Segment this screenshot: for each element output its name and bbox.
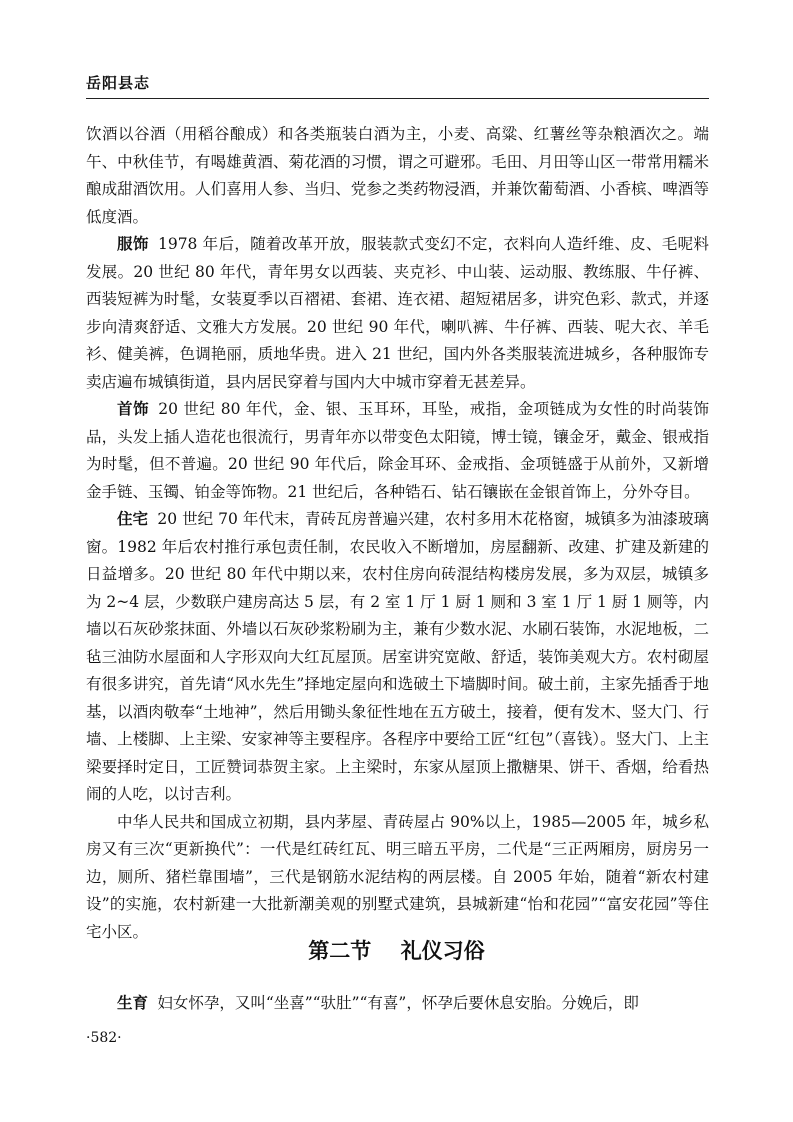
- paragraph-jewelry-text: 20 世纪 80 年代，金、银、玉耳环，耳坠，戒指，金项链成为女性的时尚装饰品，头发上插人造花也很流行，男青年亦以带变色太阳镜，博士镜，镶金牙，戴金、银戒指为时髦，但不普遍。20 世纪 90 年代后，除金耳环、金戒指、金项链盛于从前外，又新增金手链、玉镯、铂金等饰物。21 世纪后，各种锆石、钻石镶嵌在金银首饰上，分外夺目。: [86, 400, 709, 501]
- body-text: [86, 121, 709, 946]
- paragraph-alcohol: 饮酒以谷酒（用稻谷酿成）和各类瓶装白酒为主，小麦、高粱、红薯丝等杂粮酒次之。端午、中秋佳节，有喝雄黄酒、菊花酒的习惯，谓之可避邪。毛田、月田等山区一带常用糯米酿成甜酒饮用。人们喜用人参、当归、党参之类药物浸酒，并兼饮葡萄酒、小香槟、啤酒等低度酒。: [86, 125, 709, 226]
- paragraph-jewelry: [86, 396, 709, 506]
- paragraph-housing-history: 中华人民共和国成立初期，县内茅屋、青砖屋占 90%以上，1985—2005 年，城乡私房又有三次“更新换代”：一代是红砖红瓦、明三暗五平房，二代是“三正两厢房，厨房另一边，厕所、猪栏靠围墙”，三代是钢筋水泥结构的两层楼。自 2005 年始，随着“新农村建设”的实施，农村新建一大批新潮美观的别墅式建筑，县城新建“怡和花园”“富安花园”等住宅小区。: [86, 812, 709, 941]
- paragraph-housing-text: 20 世纪 70 年代末，青砖瓦房普遍兴建，农村多用木花格窗，城镇多为油漆玻璃窗。1982 年后农村推行承包责任制，农民收入不断增加，房屋翻新、改建、扩建及新建的日益增多。20 世纪 80 年代中期以来，农村住房向砖混结构楼房发展，多为双层，城镇多为 2~4 层，少数联户建房高达 5 层，有 2 室 1 厅 1 厨 1 厕和 3 室 1 厅 1 厨 1 厕等，内墙以石灰砂浆抹面、外墙以石灰砂浆粉刷为主，兼有少数水泥、水刷石装饰，水泥地板，二毡三油防水屋面和人字形双向大红瓦屋顶。居室讲究宽敞、舒适，装饰美观大方。农村砌屋有很多讲究，首先请“风水先生”择地定屋向和选破土下墙脚时间。破土前，主家先插香于地基，以酒肉敬奉“土地神”，然后用锄头象征性地在五方破土，接着，便有发木、竖大门、行墙、上楼脚、上主梁、安家神等主要程序。各程序中要给工匠“红包”（喜钱）。竖大门、上主梁要择时定日，工匠赞词恭贺主家。上主梁时，东家从屋顶上撒糖果、饼干、香烟，给看热闹的人吃，以讨吉利。: [86, 510, 710, 803]
- header-rule: [86, 98, 709, 99]
- section-title: [0, 935, 793, 965]
- page-number: ·582·: [86, 1030, 122, 1046]
- paragraph-housing: [86, 506, 709, 809]
- lead-jewelry: 首饰: [117, 400, 149, 418]
- lead-housing: 住宅: [117, 510, 149, 528]
- paragraph-clothing: [86, 231, 709, 396]
- paragraph-clothing-text: 1978 年后，随着改革开放，服装款式变幻不定，衣料向人造纤维、皮、毛呢料发展。20 世纪 80 年代，青年男女以西装、夹克衫、中山装、运动服、教练服、牛仔裤、西装短裤为时髦，女装夏季以百褶裙、套裙、连衣裙、超短裙居多，讲究色彩、款式，并逐步向清爽舒适、文雅大方发展。20 世纪 90 年代，喇叭裤、牛仔裤、西装、呢大衣、羊毛衫、健美裤，色调艳丽，质地华贵。进入 21 世纪，国内外各类服装流进城乡，各种服饰专卖店遍布城镇街道，县内居民穿着与国内大中城市穿着无甚差异。: [86, 235, 709, 391]
- header-title: 岳阳县志: [86, 74, 151, 92]
- lead-clothing: 服饰: [117, 235, 149, 253]
- paragraph-birth-text: 妇女怀孕，又叫“坐喜”“驮肚”“有喜”，怀孕后要休息安胎。分娩后，即: [157, 994, 639, 1012]
- section-name: 礼仪习俗: [400, 939, 485, 963]
- section-number: 第二节: [308, 939, 372, 963]
- paragraph-birth: [86, 990, 709, 1018]
- lead-birth: 生育: [117, 994, 149, 1012]
